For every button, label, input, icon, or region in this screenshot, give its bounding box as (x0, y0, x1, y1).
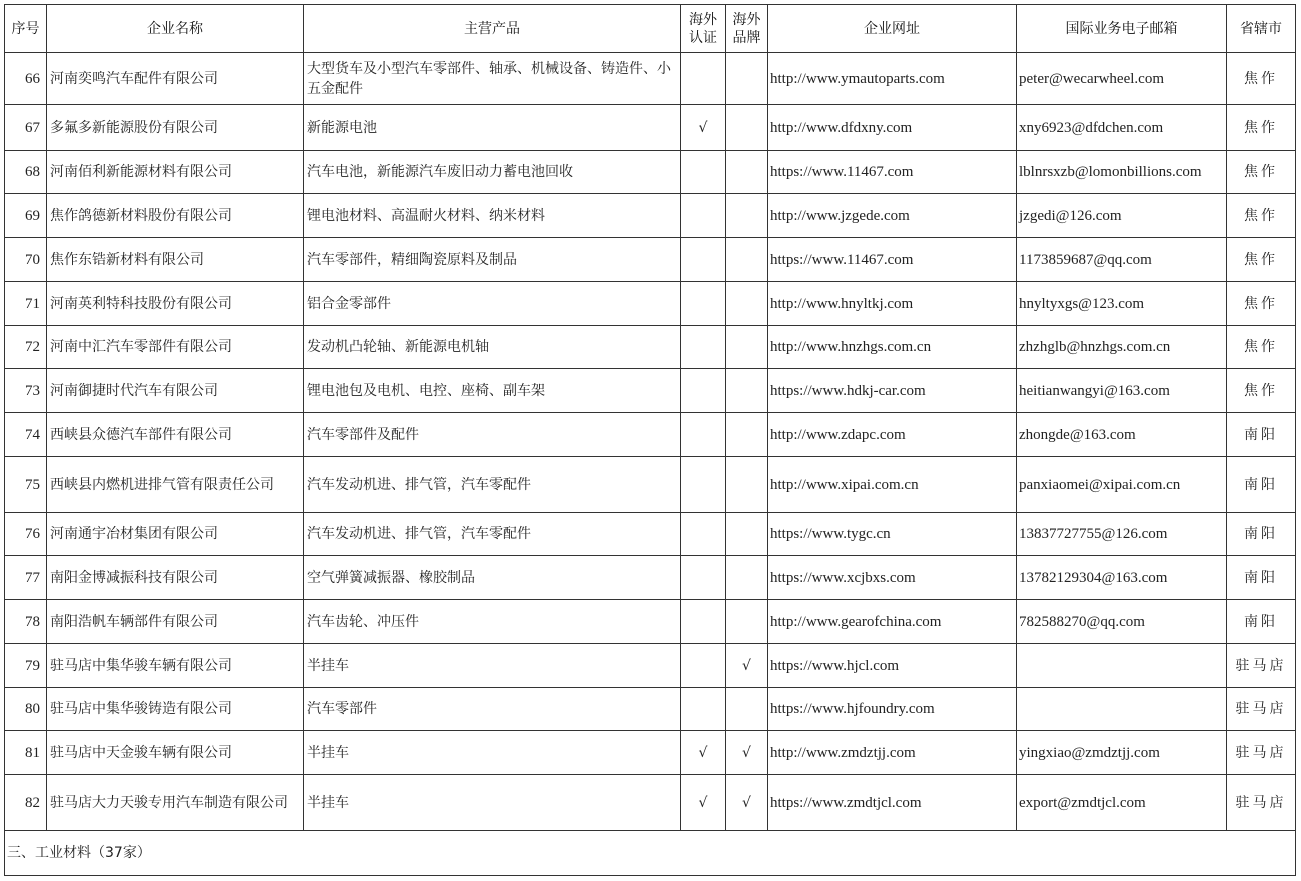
cell-url: http://www.xipai.com.cn (768, 457, 1017, 513)
cell-product: 汽车零部件及配件 (304, 413, 681, 457)
cell-url: https://www.hjcl.com (768, 644, 1017, 688)
cell-cert (681, 282, 726, 326)
cell-brand: √ (726, 731, 768, 775)
cell-no: 81 (5, 731, 47, 775)
cell-cert: √ (681, 775, 726, 831)
table-row (5, 105, 1296, 151)
header-email: 国际业务电子邮箱 (1017, 5, 1227, 53)
table-row (5, 600, 1296, 644)
cell-name: 西峡县众德汽车部件有限公司 (47, 413, 304, 457)
table-row (5, 731, 1296, 775)
cell-email: 782588270@qq.com (1017, 600, 1227, 644)
cell-product: 半挂车 (304, 731, 681, 775)
cell-no: 79 (5, 644, 47, 688)
cell-brand: √ (726, 775, 768, 831)
cell-no: 73 (5, 369, 47, 413)
cell-cert (681, 238, 726, 282)
cell-url: https://www.xcjbxs.com (768, 556, 1017, 600)
cell-no: 71 (5, 282, 47, 326)
cell-name: 河南中汇汽车零部件有限公司 (47, 326, 304, 369)
cell-email: peter@wecarwheel.com (1017, 53, 1227, 105)
cell-url: https://www.hjfoundry.com (768, 688, 1017, 731)
cell-email: export@zmdtjcl.com (1017, 775, 1227, 831)
table-row (5, 53, 1296, 105)
cell-cert (681, 413, 726, 457)
cell-no: 77 (5, 556, 47, 600)
table-row (5, 644, 1296, 688)
cell-url: https://www.tygc.cn (768, 513, 1017, 556)
table-row (5, 457, 1296, 513)
cell-no: 72 (5, 326, 47, 369)
cell-cert (681, 513, 726, 556)
table-row (5, 413, 1296, 457)
cell-email: 1173859687@qq.com (1017, 238, 1227, 282)
cell-city: 焦作 (1227, 369, 1296, 413)
cell-url: http://www.hnyltkj.com (768, 282, 1017, 326)
cell-city: 焦作 (1227, 282, 1296, 326)
cell-email: lblnrsxzb@lomonbillions.com (1017, 151, 1227, 194)
cell-url: http://www.gearofchina.com (768, 600, 1017, 644)
cell-no: 70 (5, 238, 47, 282)
table-row (5, 556, 1296, 600)
cell-brand (726, 513, 768, 556)
cell-product: 半挂车 (304, 644, 681, 688)
cell-name: 驻马店中集华骏铸造有限公司 (47, 688, 304, 731)
cell-brand (726, 600, 768, 644)
cell-name: 河南英利特科技股份有限公司 (47, 282, 304, 326)
header-cert: 海外认证 (681, 5, 726, 53)
cell-cert (681, 326, 726, 369)
table-row (5, 282, 1296, 326)
cell-no: 80 (5, 688, 47, 731)
cell-no: 78 (5, 600, 47, 644)
cell-product: 新能源电池 (304, 105, 681, 151)
header-no: 序号 (5, 5, 47, 53)
cell-cert: √ (681, 731, 726, 775)
cell-url: https://www.11467.com (768, 151, 1017, 194)
cell-city: 南阳 (1227, 413, 1296, 457)
cell-name: 南阳浩帆车辆部件有限公司 (47, 600, 304, 644)
cell-cert (681, 194, 726, 238)
cell-product: 汽车电池，新能源汽车废旧动力蓄电池回收 (304, 151, 681, 194)
table-row (5, 775, 1296, 831)
cell-url: https://www.hdkj-car.com (768, 369, 1017, 413)
cell-url: http://www.dfdxny.com (768, 105, 1017, 151)
cell-email: heitianwangyi@163.com (1017, 369, 1227, 413)
cell-name: 河南佰利新能源材料有限公司 (47, 151, 304, 194)
cell-email: panxiaomei@xipai.com.cn (1017, 457, 1227, 513)
cell-brand (726, 413, 768, 457)
section-title: 三、工业材料（37家） (5, 831, 1296, 876)
cell-brand (726, 151, 768, 194)
table-row (5, 238, 1296, 282)
cell-url: https://www.zmdtjcl.com (768, 775, 1017, 831)
cell-no: 68 (5, 151, 47, 194)
cell-no: 66 (5, 53, 47, 105)
cell-name: 驻马店大力天骏专用汽车制造有限公司 (47, 775, 304, 831)
cell-product: 空气弹簧减振器、橡胶制品 (304, 556, 681, 600)
cell-email: zhzhglb@hnzhgs.com.cn (1017, 326, 1227, 369)
cell-email: jzgedi@126.com (1017, 194, 1227, 238)
cell-city: 南阳 (1227, 600, 1296, 644)
cell-product: 汽车零部件，精细陶瓷原料及制品 (304, 238, 681, 282)
cell-city: 焦作 (1227, 326, 1296, 369)
cell-email: 13782129304@163.com (1017, 556, 1227, 600)
cell-product: 汽车发动机进、排气管，汽车零配件 (304, 513, 681, 556)
cell-email: xny6923@dfdchen.com (1017, 105, 1227, 151)
cell-url: http://www.zmdztjj.com (768, 731, 1017, 775)
table-row (5, 369, 1296, 413)
cell-cert (681, 600, 726, 644)
cell-brand (726, 369, 768, 413)
cell-cert (681, 688, 726, 731)
cell-no: 76 (5, 513, 47, 556)
cell-cert (681, 644, 726, 688)
cell-cert (681, 556, 726, 600)
cell-url: https://www.11467.com (768, 238, 1017, 282)
cell-city: 焦作 (1227, 151, 1296, 194)
header-url: 企业网址 (768, 5, 1017, 53)
cell-brand (726, 105, 768, 151)
cell-product: 汽车发动机进、排气管，汽车零配件 (304, 457, 681, 513)
cell-name: 驻马店中天金骏车辆有限公司 (47, 731, 304, 775)
cell-product: 汽车零部件 (304, 688, 681, 731)
cell-email: yingxiao@zmdztjj.com (1017, 731, 1227, 775)
cell-no: 67 (5, 105, 47, 151)
cell-city: 焦作 (1227, 53, 1296, 105)
cell-url: http://www.ymautoparts.com (768, 53, 1017, 105)
header-city: 省辖市 (1227, 5, 1296, 53)
cell-city: 南阳 (1227, 457, 1296, 513)
cell-brand (726, 688, 768, 731)
cell-name: 驻马店中集华骏车辆有限公司 (47, 644, 304, 688)
cell-city: 驻马店 (1227, 731, 1296, 775)
cell-product: 发动机凸轮轴、新能源电机轴 (304, 326, 681, 369)
cell-url: http://www.hnzhgs.com.cn (768, 326, 1017, 369)
cell-city: 焦作 (1227, 194, 1296, 238)
cell-product: 半挂车 (304, 775, 681, 831)
cell-url: http://www.jzgede.com (768, 194, 1017, 238)
cell-brand (726, 238, 768, 282)
cell-email (1017, 688, 1227, 731)
cell-name: 河南御捷时代汽车有限公司 (47, 369, 304, 413)
cell-product: 汽车齿轮、冲压件 (304, 600, 681, 644)
cell-no: 82 (5, 775, 47, 831)
cell-brand (726, 326, 768, 369)
cell-cert (681, 369, 726, 413)
cell-brand (726, 53, 768, 105)
cell-city: 驻马店 (1227, 688, 1296, 731)
cell-brand: √ (726, 644, 768, 688)
cell-product: 锂电池包及电机、电控、座椅、副车架 (304, 369, 681, 413)
table-header (5, 5, 1296, 53)
cell-name: 南阳金博减振科技有限公司 (47, 556, 304, 600)
cell-product: 铝合金零部件 (304, 282, 681, 326)
section-row (5, 831, 1296, 876)
cell-city: 驻马店 (1227, 775, 1296, 831)
header-brand: 海外品牌 (726, 5, 768, 53)
cell-no: 75 (5, 457, 47, 513)
cell-city: 焦作 (1227, 238, 1296, 282)
cell-email: hnyltyxgs@123.com (1017, 282, 1227, 326)
table-row (5, 194, 1296, 238)
cell-email (1017, 644, 1227, 688)
cell-name: 西峡县内燃机进排气管有限责任公司 (47, 457, 304, 513)
cell-city: 驻马店 (1227, 644, 1296, 688)
header-name: 企业名称 (47, 5, 304, 53)
cell-city: 南阳 (1227, 556, 1296, 600)
cell-url: http://www.zdapc.com (768, 413, 1017, 457)
header-product: 主营产品 (304, 5, 681, 53)
cell-cert (681, 151, 726, 194)
cell-no: 69 (5, 194, 47, 238)
cell-brand (726, 556, 768, 600)
cell-city: 南阳 (1227, 513, 1296, 556)
cell-product: 大型货车及小型汽车零部件、轴承、机械设备、铸造件、小五金配件 (304, 53, 681, 105)
cell-cert (681, 53, 726, 105)
cell-name: 焦作东锆新材料有限公司 (47, 238, 304, 282)
table-row (5, 151, 1296, 194)
cell-city: 焦作 (1227, 105, 1296, 151)
cell-cert: √ (681, 105, 726, 151)
cell-email: 13837727755@126.com (1017, 513, 1227, 556)
cell-brand (726, 194, 768, 238)
cell-name: 河南奕鸣汽车配件有限公司 (47, 53, 304, 105)
cell-cert (681, 457, 726, 513)
company-table (4, 4, 1296, 876)
cell-email: zhongde@163.com (1017, 413, 1227, 457)
table-row (5, 513, 1296, 556)
cell-name: 河南通宇冶材集团有限公司 (47, 513, 304, 556)
table-row (5, 326, 1296, 369)
cell-brand (726, 457, 768, 513)
cell-no: 74 (5, 413, 47, 457)
cell-brand (726, 282, 768, 326)
cell-product: 锂电池材料、高温耐火材料、纳米材料 (304, 194, 681, 238)
table-row (5, 688, 1296, 731)
cell-name: 焦作鸽德新材料股份有限公司 (47, 194, 304, 238)
cell-name: 多氟多新能源股份有限公司 (47, 105, 304, 151)
